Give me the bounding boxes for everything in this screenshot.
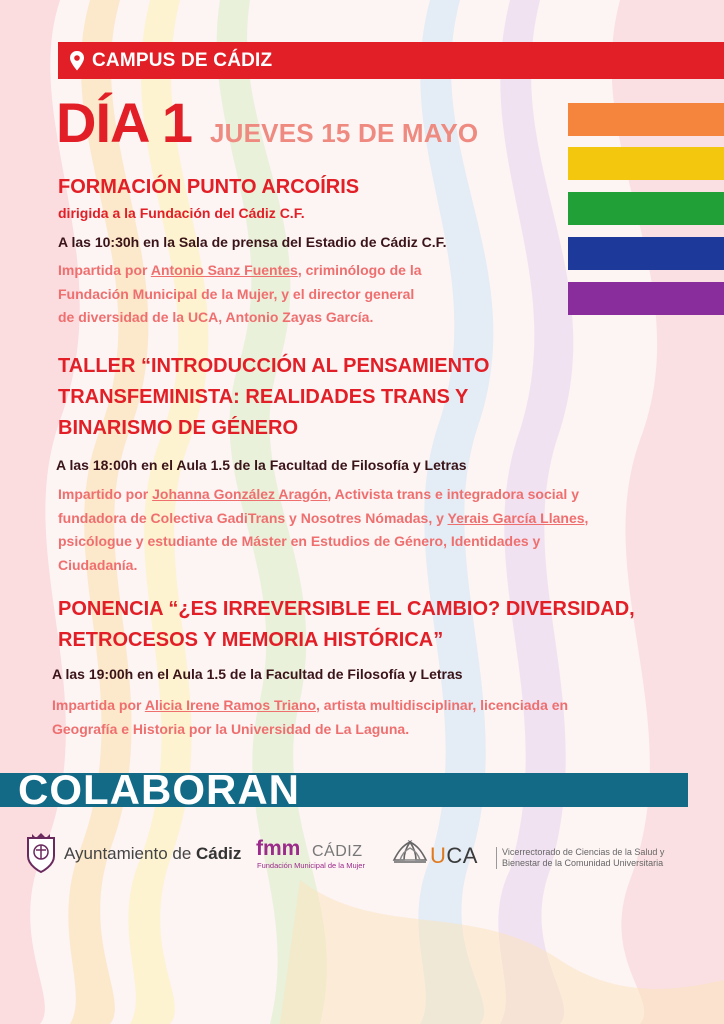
event-3-title	[58, 594, 635, 656]
desc-text: Ciudadanía.	[58, 556, 138, 573]
title-line: TALLER “INTRODUCCIÓN AL PENSAMIENTO	[58, 355, 490, 377]
speaker-name: Johanna González Aragón	[152, 486, 328, 502]
event-1-subtitle: dirigida a la Fundación del Cádiz C.F.	[58, 205, 305, 221]
title-line: BINARISMO DE GÉNERO	[58, 417, 299, 439]
desc-text: Geografía e Historia por la Universidad de La Laguna.	[52, 720, 410, 737]
title-line: TRANSFEMINISTA: REALIDADES TRANS Y	[58, 386, 469, 408]
fmm-logo: fmm	[256, 837, 301, 860]
desc-text: Impartida por	[58, 262, 151, 278]
title-line: PONENCIA “¿ES IRREVERSIBLE EL CAMBIO? DIVERSIDAD,	[58, 598, 635, 620]
desc-text: de diversidad de la UCA, Antonio Zayas García.	[58, 309, 374, 325]
event-1-title: FORMACIÓN PUNTO ARCOÍRIS	[58, 176, 360, 198]
desc-text: Impartido por	[58, 486, 153, 502]
uca-emblem-icon	[392, 838, 428, 866]
fmm-city: CÁDIZ	[312, 843, 363, 860]
stripe-yellow	[568, 147, 724, 180]
desc-text: , artista multidisciplinar, licenciada en	[316, 697, 569, 713]
location-pin-icon	[68, 50, 86, 72]
event-2-title	[58, 351, 489, 444]
stripe-blue	[568, 237, 724, 270]
desc-text: , Activista trans e integradora social y	[327, 486, 579, 502]
ayuntamiento-crest-icon	[22, 830, 60, 874]
uca-logo-text	[430, 844, 478, 868]
desc-text: ,	[584, 509, 589, 526]
event-1-description	[58, 259, 422, 330]
campus-banner	[58, 42, 724, 79]
vice-line: Bienestar de la Comunidad Universitaria	[502, 858, 664, 868]
vicerrectorado-text	[496, 847, 664, 869]
event-3-time: A las 19:00h en el Aula 1.5 de la Facultad de Filosofía y Letras	[52, 666, 463, 682]
desc-text: Impartida por	[52, 697, 145, 713]
collaborators-heading: COLABORAN	[18, 766, 300, 813]
event-2-description	[58, 483, 588, 577]
desc-text: psicólogue y estudiante de Máster en Estudios de Género, Identidades y	[58, 533, 541, 549]
speaker-name: Antonio Sanz Fuentes	[150, 262, 298, 278]
date-heading: JUEVES 15 DE MAYO	[210, 118, 479, 148]
vice-line: Vicerrectorado de Ciencias de la Salud y	[502, 847, 665, 857]
event-2-time: A las 18:00h en el Aula 1.5 de la Facultad de Filosofía y Letras	[56, 457, 467, 473]
speaker-name: Alicia Irene Ramos Triano	[144, 697, 316, 713]
stripe-purple	[568, 282, 724, 315]
desc-text: fundadora de Colectiva GadiTrans y Nosotres Nómadas, y	[58, 509, 448, 526]
stripe-orange	[568, 103, 724, 136]
campus-label: CAMPUS DE CÁDIZ	[92, 49, 273, 71]
ayto-city: Cádiz	[196, 844, 242, 863]
fmm-full-name: Fundación Municipal de la Mujer	[257, 861, 365, 870]
title-line: RETROCESOS Y MEMORIA HISTÓRICA”	[58, 629, 444, 651]
uca-letters: CA	[446, 843, 478, 868]
desc-text: Fundación Municipal de la Mujer, y el director general	[58, 285, 415, 302]
ayuntamiento-logo-text	[64, 844, 241, 864]
desc-text: , criminólogo de la	[297, 262, 422, 278]
stripe-green	[568, 192, 724, 225]
event-3-description	[52, 694, 568, 741]
event-1-time: A las 10:30h en la Sala de prensa del Estadio de Cádiz C.F.	[58, 234, 447, 250]
ayto-text: Ayuntamiento de	[64, 844, 196, 863]
speaker-name: Yerais García Llanes	[447, 509, 585, 526]
uca-letter: U	[430, 843, 447, 868]
day-heading: DÍA 1	[56, 91, 193, 154]
